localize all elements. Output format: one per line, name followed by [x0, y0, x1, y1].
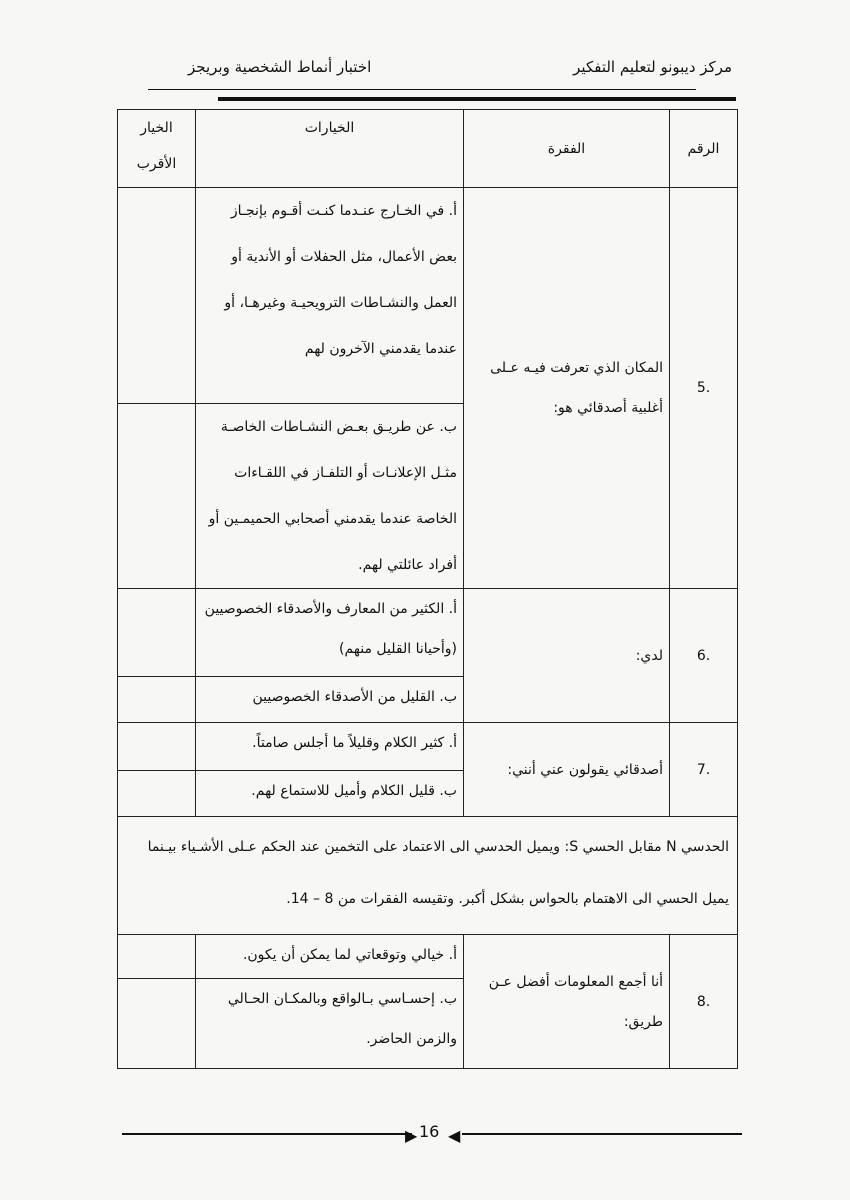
footer-line-left	[122, 1133, 412, 1135]
option-a: أ. خيالي وتوقعاتي لما يمكن أن يكون.	[196, 935, 464, 979]
header-number: الرقم	[670, 110, 738, 188]
arrow-right-icon: ▶	[405, 1126, 418, 1145]
header-options: الخيارات	[196, 110, 464, 188]
footer-line-right	[462, 1133, 742, 1135]
best-choice-cell[interactable]	[118, 404, 196, 589]
best-choice-cell[interactable]	[118, 589, 196, 677]
arrow-left-icon: ◀	[448, 1126, 461, 1145]
section-note: الحدسي N مقابل الحسي S: ويميل الحدسي الى الاعتماد على التخمين عند الحكم عـلى الأشـياء بيـنما يميل الحسي الى الاهتمام بالحواس بشكل أكبر. وتقيسه الفقرات من 8 – 14.	[118, 817, 738, 935]
table-row	[118, 723, 738, 771]
best-choice-cell[interactable]	[118, 935, 196, 979]
best-choice-cell[interactable]	[118, 771, 196, 817]
row-paragraph: المكان الذي تعرفت فيـه عـلى أغلبية أصدقائي هو:	[464, 188, 670, 589]
option-b: ب. القليل من الأصدقاء الخصوصيين	[196, 677, 464, 723]
row-number: .7	[670, 723, 738, 817]
best-choice-cell[interactable]	[118, 723, 196, 771]
row-paragraph: أنا أجمع المعلومات أفضل عـن طريق:	[464, 935, 670, 1069]
option-a: أ. في الخـارج عنـدما كنـت أقـوم بإنجـاز بعض الأعمال، مثل الحفلات أو الأندية أو العمل والنشـاطات الترويحيـة وغيرهـا، أو عندما يقدمني الآخرون لهم	[196, 188, 464, 404]
header-row	[118, 110, 738, 188]
best-choice-cell[interactable]	[118, 979, 196, 1069]
option-a: أ. كثير الكلام وقليلاً ما أجلس صامتاً.	[196, 723, 464, 771]
row-number: .5	[670, 188, 738, 589]
row-number: .8	[670, 935, 738, 1069]
header-rule-thin	[148, 89, 696, 90]
header-paragraph: الفقرة	[464, 110, 670, 188]
best-choice-cell[interactable]	[118, 677, 196, 723]
table-row	[118, 188, 738, 404]
row-paragraph: أصدقائي يقولون عني أنني:	[464, 723, 670, 817]
section-note-row	[118, 817, 738, 935]
page-number: 16	[419, 1122, 440, 1141]
table-row	[118, 589, 738, 677]
test-title: اختبار أنماط الشخصية وبريجز	[188, 58, 372, 76]
center-title: مركز ديبونو لتعليم التفكير	[573, 58, 732, 76]
option-a: أ. الكثير من المعارف والأصدقاء الخصوصيين (وأحيانا القليل منهم)	[196, 589, 464, 677]
best-choice-cell[interactable]	[118, 188, 196, 404]
option-b: ب. إحسـاسي بـالواقع وبالمكـان الحـالي والزمن الحاضر.	[196, 979, 464, 1069]
option-b: ب. قليل الكلام وأميل للاستماع لهم.	[196, 771, 464, 817]
table-row	[118, 935, 738, 979]
row-paragraph: لدي:	[464, 589, 670, 723]
header-rule-thick	[218, 97, 736, 101]
questionnaire-table	[117, 109, 738, 1069]
header-best-choice: الخيار الأقرب	[118, 110, 196, 188]
option-b: ب. عن طريـق بعـض النشـاطات الخاصـة مثـل الإعلانـات أو التلفـاز في اللقـاءات الخاصة عندما يقدمني أصحابي الحميمـين أو أفراد عائلتي لهم.	[196, 404, 464, 589]
row-number: .6	[670, 589, 738, 723]
